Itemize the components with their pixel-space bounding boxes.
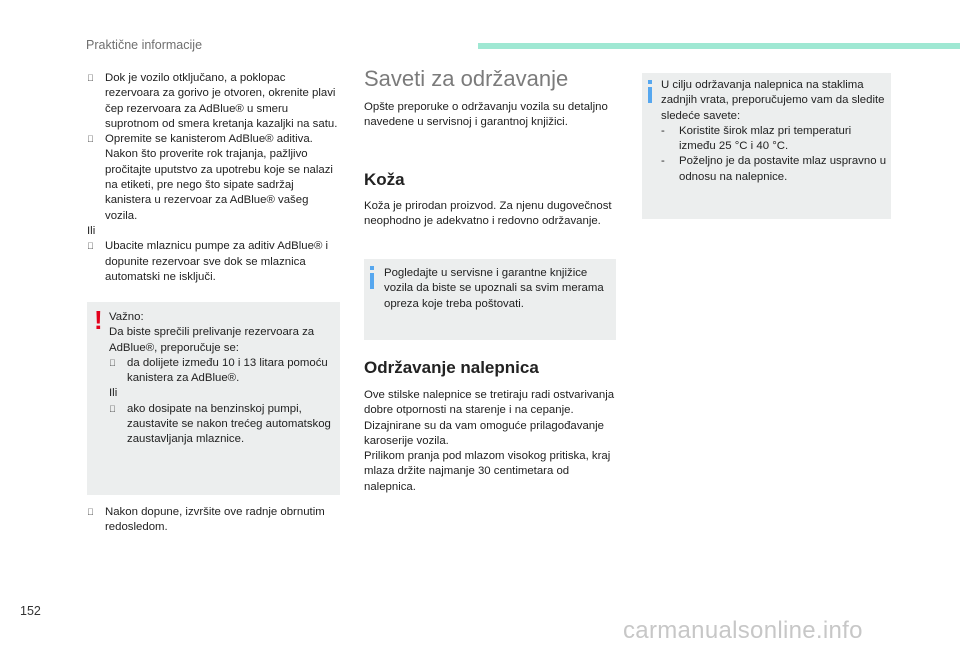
leather-paragraph: Koža je prirodan proizvod. Za njenu dugovečnost neophodno je adekvatno i redovno održavanje. (364, 200, 612, 228)
list-item (661, 124, 887, 155)
list-item (109, 402, 333, 448)
list-item-text: ako dosipate na benzinskoj pumpi, zaustavite se nakon trećeg automatskog zaustavljanja mlaznice. (127, 402, 331, 446)
list-item-text: Poželjno je da postavite mlaz uspravno u odnosu na nalepnice. (679, 155, 887, 183)
bullet-marker (87, 505, 94, 520)
warning-box (87, 302, 340, 495)
left-column-bottom (87, 505, 342, 536)
info-icon (370, 273, 374, 289)
bullet-marker (87, 239, 94, 254)
bullet-marker (109, 402, 116, 417)
info-icon-dot (648, 80, 652, 84)
warning-icon: ! (94, 305, 103, 335)
header-accent-bar (478, 43, 960, 49)
intro-paragraph: Opšte preporuke o održavanju vozila su detaljno navedene u servisnoj i garantnoj knjižici. (364, 101, 608, 129)
list-item-text: Opremite se kanisterom AdBlue® aditiva. Nakon što proverite rok trajanja, pažljivo pročitajte uputstvo za upotrebu koje se nalazi na etiketi, pre nego što sipate sadržaj kanistera u rezervoar za AdBlue® vašeg vozila. (105, 133, 333, 222)
list-item-text: Koristite širok mlaz pri temperaturi između 25 °C i 40 °C. (679, 124, 852, 153)
leather-section (364, 170, 614, 230)
bullet-marker (87, 132, 94, 147)
bullet-marker (87, 71, 94, 86)
stickers-section (364, 358, 619, 495)
stickers-paragraph: Dizajnirane su da vam omoguće prilagođavanje karoserije vozila. (364, 419, 604, 447)
stickers-paragraph: Prilikom pranja pod mlazom visokog pritiska, kraj mlaza držite najmanje 30 centimetara od nalepnica. (364, 450, 611, 493)
list-item (87, 505, 342, 536)
page-number: 152 (20, 604, 41, 618)
watermark: carmanualsonline.info (623, 617, 863, 644)
info-box (364, 259, 616, 340)
left-column (87, 71, 342, 285)
info-icon (648, 87, 652, 103)
section-title: Saveti za održavanje (364, 66, 569, 91)
info-box-intro: U cilju održavanja nalepnica na staklima zadnjih vrata, preporučujemo vam da sledite sledeće savete: (661, 79, 885, 122)
list-item (87, 132, 342, 224)
list-item-text: Dok je vozilo otključano, a poklopac rezervoara za gorivo je otvoren, okrenite plavi čep rezervoara za AdBlue® u smeru suprotnom od smera kretanja kazaljki na satu. (105, 72, 338, 130)
list-item (87, 71, 342, 132)
or-label: Ili (109, 387, 118, 400)
stickers-title: Održavanje nalepnica (364, 358, 539, 377)
info-icon-dot (370, 266, 374, 270)
list-item (87, 239, 342, 285)
middle-column (364, 66, 614, 131)
bullet-marker (109, 356, 116, 371)
warning-intro: Da biste sprečili prelivanje rezervoara za AdBlue®, preporučuje se: (109, 326, 315, 354)
leather-title: Koža (364, 170, 405, 189)
list-item-text: da dolijete između 10 i 13 litara pomoću kanistera za AdBlue®. (127, 356, 328, 385)
info-box-text: Pogledajte u servisne i garantne knjižice vozila da biste se upoznali sa svim merama opreza koje treba poštovati. (384, 267, 604, 310)
info-box-right (642, 73, 891, 219)
dash-marker: - (661, 155, 665, 168)
or-label: Ili (87, 224, 96, 237)
list-item-text: Ubacite mlaznicu pumpe za aditiv AdBlue® i dopunite rezervoar sve dok se mlaznica automatski ne isključi. (105, 240, 329, 283)
list-item-text: Nakon dopune, izvršite ove radnje obrnutim redosledom. (105, 506, 325, 534)
warning-heading: Važno: (109, 311, 144, 323)
list-item (109, 356, 333, 387)
running-header: Praktične informacije (86, 38, 203, 52)
stickers-paragraph: Ove stilske nalepnice se tretiraju radi ostvarivanja dobre otpornosti na starenje i na cepanje. (364, 389, 615, 417)
dash-marker: - (661, 124, 665, 137)
list-item (661, 154, 887, 185)
